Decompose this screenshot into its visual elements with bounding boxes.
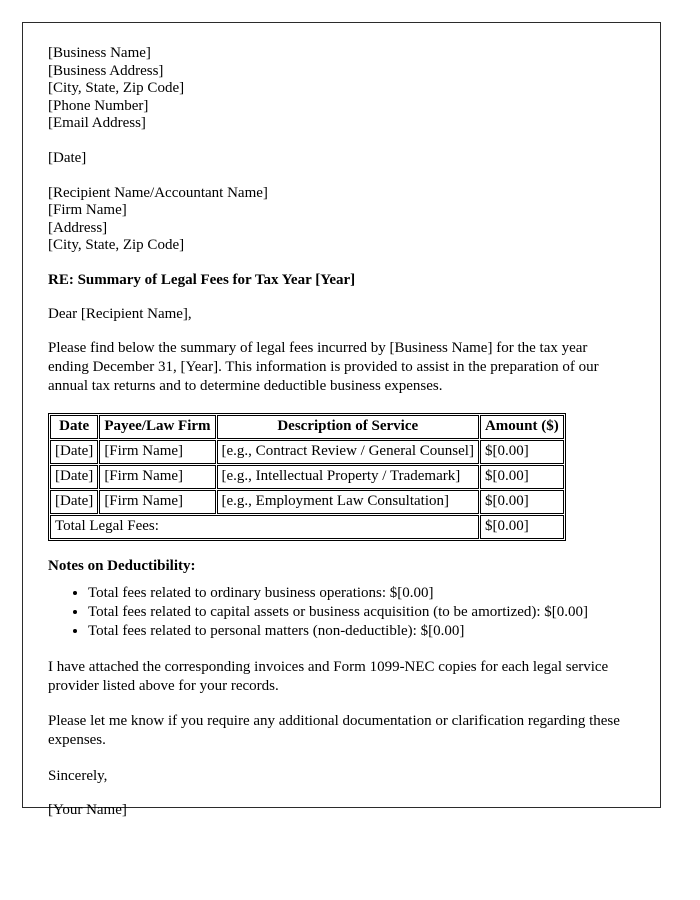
spacer <box>48 696 648 712</box>
sender-email-address: [Email Address] <box>48 115 146 132</box>
cell-amount: $[0.00] <box>480 490 564 514</box>
table-row <box>50 490 564 514</box>
fees-table-header-row <box>50 415 564 439</box>
notes-heading: Notes on Deductibility: <box>48 557 196 574</box>
cell-description: [e.g., Intellectual Property / Trademark] <box>217 465 479 489</box>
intro-paragraph: Please find below the summary of legal fees incurred by [Business Name] for the tax year ending December 31, [Year]. This information is provided to assist in the preparation of our annual tax returns and to determine deductible business expenses. <box>48 339 599 395</box>
recipient-address: [Address] <box>48 219 108 236</box>
legal-fees-table <box>48 413 566 541</box>
spacer <box>48 289 648 305</box>
spacer <box>48 785 648 801</box>
recipient-address-block <box>48 185 648 255</box>
recipient-city-state-zip: [City, State, Zip Code] <box>48 237 185 254</box>
date-line: [Date] <box>48 149 87 166</box>
spacer <box>48 133 648 150</box>
cell-date: [Date] <box>50 440 98 464</box>
total-legal-fees-label: Total Legal Fees: <box>50 515 479 539</box>
sender-city-state-zip: [City, State, Zip Code] <box>48 80 185 97</box>
salutation: Dear [Recipient Name], <box>48 305 192 322</box>
cell-description: [e.g., Contract Review / General Counsel] <box>217 440 479 464</box>
spacer <box>48 397 648 413</box>
spacer <box>48 751 648 767</box>
spacer <box>48 255 648 271</box>
recipient-firm-name: [Firm Name] <box>48 202 127 219</box>
spacer <box>48 642 648 658</box>
recipient-name: [Recipient Name/Accountant Name] <box>48 184 268 201</box>
signature-name: [Your Name] <box>48 801 127 818</box>
cell-description: [e.g., Employment Law Consultation] <box>217 490 479 514</box>
spacer <box>48 168 648 185</box>
sender-phone-number: [Phone Number] <box>48 97 149 114</box>
signoff: Sincerely, <box>48 767 108 784</box>
cell-amount: $[0.00] <box>480 440 564 464</box>
column-header-description: Description of Service <box>217 415 479 439</box>
cell-payee: [Firm Name] <box>99 465 215 489</box>
column-header-amount: Amount ($) <box>480 415 564 439</box>
table-total-row <box>50 515 564 539</box>
cell-date: [Date] <box>50 465 98 489</box>
attachment-paragraph: I have attached the corresponding invoices and Form 1099-NEC copies for each legal service provider listed above for your records. <box>48 658 609 694</box>
subject-line: RE: Summary of Legal Fees for Tax Year [Year] <box>48 271 356 288</box>
cell-payee: [Firm Name] <box>99 490 215 514</box>
spacer <box>48 575 648 584</box>
list-item: • Total fees related to ordinary business operations: $[0.00] <box>88 584 648 603</box>
document-page <box>22 22 661 818</box>
spacer <box>48 541 648 557</box>
list-item: • Total fees related to personal matters (non-deductible): $[0.00] <box>88 622 648 641</box>
cell-date: [Date] <box>50 490 98 514</box>
sender-business-name: [Business Name] <box>48 45 151 61</box>
cell-amount: $[0.00] <box>480 465 564 489</box>
fees-table-head <box>50 415 564 439</box>
notes-list <box>48 584 648 642</box>
table-row <box>50 465 564 489</box>
sender-business-address: [Business Address] <box>48 62 164 79</box>
cell-payee: [Firm Name] <box>99 440 215 464</box>
total-legal-fees-amount: $[0.00] <box>480 515 564 539</box>
list-item: • Total fees related to capital assets or business acquisition (to be amortized): $[0.00] <box>88 603 648 622</box>
sender-address-block <box>48 45 648 133</box>
spacer <box>48 323 648 339</box>
column-header-payee: Payee/Law Firm <box>99 415 215 439</box>
document-body <box>23 23 660 819</box>
table-row <box>50 440 564 464</box>
closing-paragraph: Please let me know if you require any additional documentation or clarification regarding these expenses. <box>48 713 620 749</box>
fees-table-body <box>50 440 564 539</box>
column-header-date: Date <box>50 415 98 439</box>
